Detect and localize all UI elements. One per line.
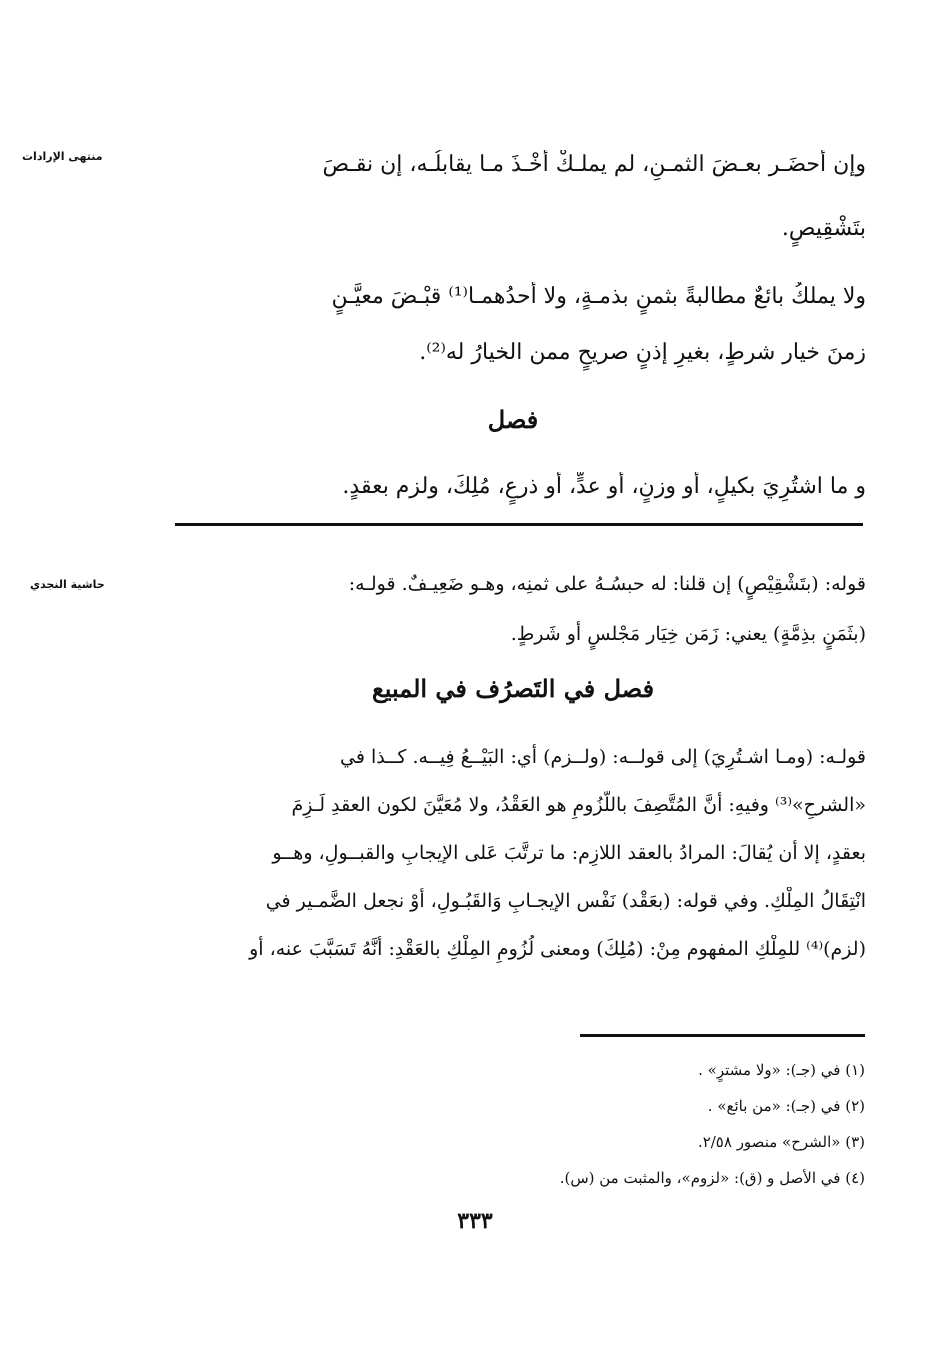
text-line: (بثَمَنٍ بذِمَّةٍ) يعني: زَمَن خِيَار مَجْلسٍ أو شَرطٍ. <box>510 623 866 645</box>
text-line: قوله: (بتَشْقِيْصٍ) إن قلنا: له حبسُـهُ على ثمنِه، وهـو ضَعِيـفٌ. قولـه: <box>348 573 866 595</box>
footnote: (٣) «الشرح» منصور ٢/٥٨. <box>697 1133 865 1151</box>
commentary-heading: فصل في التَصرُف في المبيع <box>371 674 655 703</box>
text-line: «الشرحِ»⁽³⁾ وفيهِ: أنَّ المُتَّصِفَ باللُّزُومِ هو العَقْدُ، ولا مُعَيَّنَ لكون العقدِ لَـزِمَ <box>291 794 866 816</box>
section-heading: فصل <box>487 405 539 434</box>
text-line: زمنَ خيار شرطٍ، بغيرِ إذنٍ صريحٍ ممن الخيارُ له⁽²⁾. <box>419 340 866 365</box>
text-line: قولـه: (ومـا اشـتُرِيَ) إلى قولــه: (ولــزم) أي: البَيْــعُ فِيــه. كــذا في <box>340 746 866 768</box>
footnote-divider <box>580 1034 865 1037</box>
text-line: بعقدٍ، إلا أن يُقالَ: المرادُ بالعقد اللازِم: ما ترتَّبَ عَلى الإيجابِ والقبــولِ، وهــو <box>272 842 866 864</box>
matn-paragraph-3 <box>160 472 866 512</box>
matn-paragraph-2 <box>160 282 866 382</box>
side-label-book-title: منتهى الإرادات <box>22 150 103 163</box>
sharh-paragraph-2 <box>160 743 866 975</box>
section-divider <box>175 523 863 526</box>
matn-paragraph-1 <box>160 150 866 264</box>
sharh-paragraph-1 <box>160 570 866 660</box>
text-line: بتَشْقِيصٍ. <box>781 216 866 241</box>
footnote: (٤) في الأصل و (ق): «لزوم»، والمثبت من (س). <box>559 1169 865 1187</box>
side-label-commentary-title: حاشية النجدي <box>30 578 105 591</box>
text-line: انْتِقَالُ المِلْكِ. وفي قوله: (بعَقْد) نَفْس الإيجـابِ وَالقَبُـولِ، أوْ نجعل الضَّمـير في <box>265 890 866 912</box>
text-line: و ما اشتُرِيَ بكيلٍ، أو وزنٍ، أو عدٍّ، أو ذرعٍ، مُلِكَ، ولزم بعقدٍ. <box>342 474 866 499</box>
text-line: ولا يملكُ بائعٌ مطالبةً بثمنٍ بذمـةٍ، ولا أحدُهمـا⁽¹⁾ قبْـضَ معيَّـنٍ <box>331 284 866 309</box>
text-line: (لزم)⁽⁴⁾ للمِلْكِ المفهوم مِنْ: (مُلِكَ) ومعنى لُزُومِ المِلْكِ بالعَقْدِ: أنَّهُ تَسَبَّبَ عنه، أو <box>249 938 866 960</box>
page-number: ٣٣٣ <box>457 1208 493 1234</box>
text-line: وإن أحضَـر بعـضَ الثمـنِ، لم يملـكْ أخْـذَ مـا يقابلُـه، إن نقـصَ <box>322 152 866 177</box>
footnote: (٢) في (جـ): «من بائع» . <box>707 1097 865 1115</box>
footnotes <box>400 1052 865 1196</box>
footnote: (١) في (جـ): «ولا مشترٍ» . <box>698 1061 865 1079</box>
